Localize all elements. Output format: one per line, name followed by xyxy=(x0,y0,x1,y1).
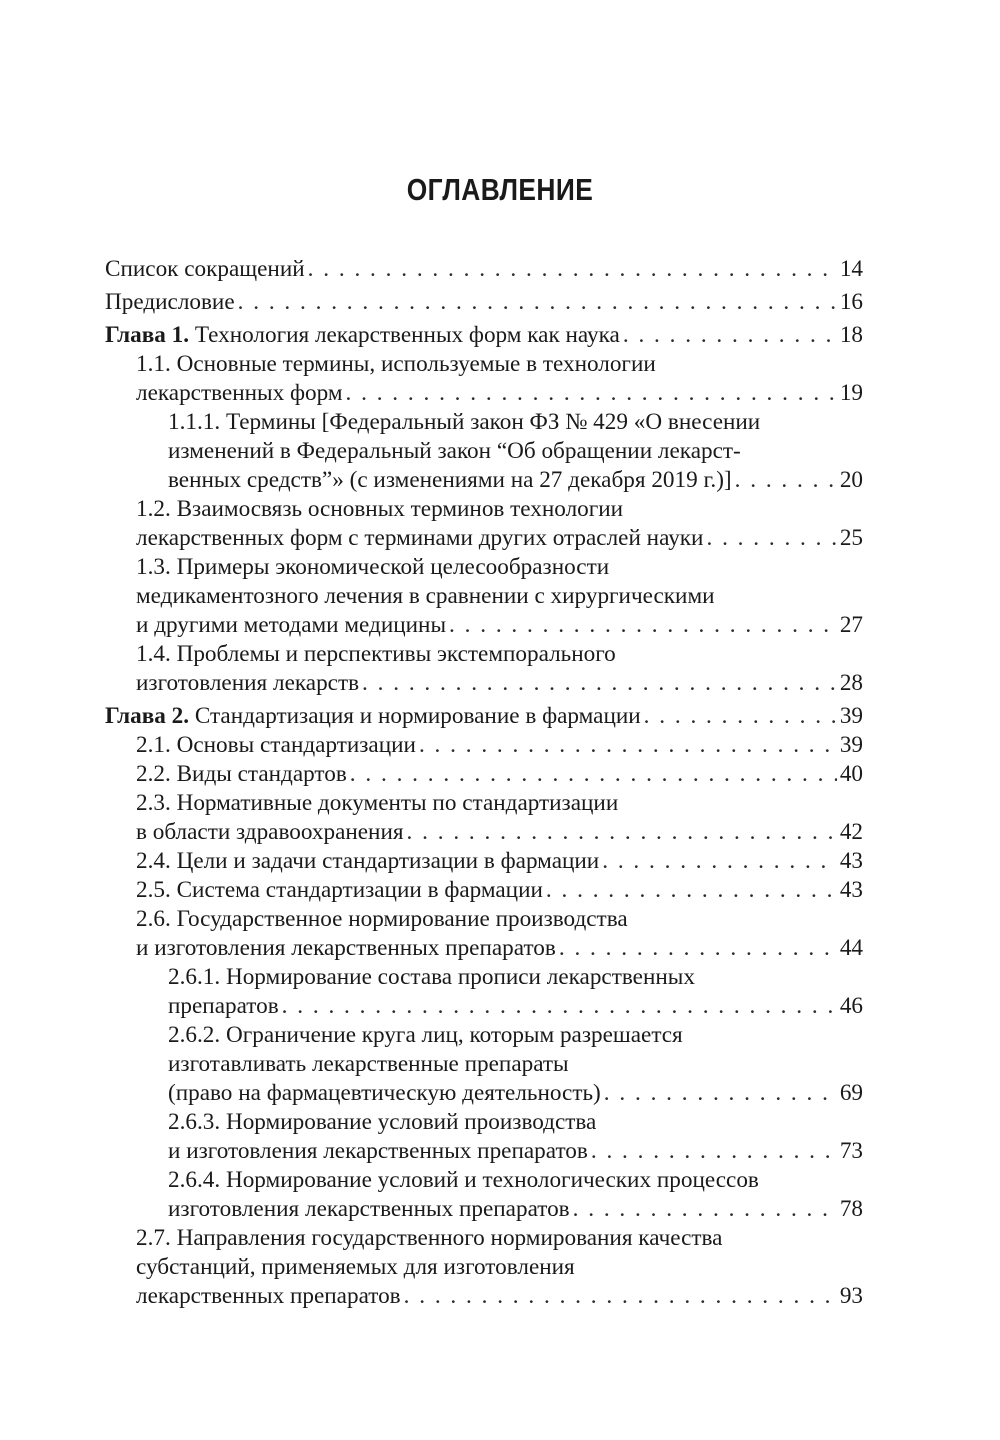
dot-leader xyxy=(623,321,837,350)
toc-entry[interactable] xyxy=(105,640,863,698)
toc-entry-text: и изготовления лекарственных препаратов xyxy=(136,935,556,961)
page-number: 93 xyxy=(839,1283,863,1309)
page-number: 27 xyxy=(839,612,863,638)
toc-entry-text: Предисловие xyxy=(105,289,235,315)
dot-leader xyxy=(573,1195,837,1224)
toc-entry-text: в области здравоохранения xyxy=(136,819,404,845)
toc-entry[interactable] xyxy=(105,288,863,317)
page-number: 44 xyxy=(839,935,863,961)
toc-entry[interactable] xyxy=(105,553,863,640)
toc-entry-line xyxy=(136,350,863,379)
page-number: 14 xyxy=(839,256,863,282)
toc-entry-text: 1.1. Основные термины, используемые в технологии xyxy=(136,351,656,377)
toc-entry[interactable] xyxy=(105,1021,863,1108)
toc-entry-text: 2.4. Цели и задачи стандартизации в фармации xyxy=(136,848,600,874)
toc-entry-line xyxy=(168,1137,863,1166)
page-number: 78 xyxy=(839,1196,863,1222)
toc-entry-line xyxy=(136,731,863,760)
dot-leader xyxy=(546,876,837,905)
toc-entry-text: Глава 2. Стандартизация и нормирование в фармации xyxy=(105,703,641,729)
toc-entry-text: 2.3. Нормативные документы по стандартизации xyxy=(136,790,619,816)
toc-entry-line xyxy=(168,1021,863,1050)
dot-leader xyxy=(282,992,837,1021)
toc-entry[interactable] xyxy=(105,905,863,963)
toc-entry-text: 1.2. Взаимосвязь основных терминов технологии xyxy=(136,496,624,522)
toc-entry-text: субстанций, применяемых для изготовления xyxy=(136,1254,575,1280)
page-number: 28 xyxy=(839,670,863,696)
toc-entry-line xyxy=(136,847,863,876)
toc-entry-line xyxy=(136,553,863,582)
dot-leader xyxy=(238,288,837,317)
toc-entry[interactable] xyxy=(105,1108,863,1166)
toc-entry[interactable] xyxy=(105,321,863,350)
toc-entry-line xyxy=(136,760,863,789)
toc-entry-line xyxy=(168,408,863,437)
page-number: 20 xyxy=(839,467,863,493)
toc-entry-text: лекарственных форм xyxy=(136,380,343,406)
toc-entry-text: и другими методами медицины xyxy=(136,612,447,638)
page-number: 69 xyxy=(839,1080,863,1106)
toc-entry[interactable] xyxy=(105,255,863,284)
page-title: ОГЛАВЛЕНИЕ xyxy=(406,172,594,207)
toc-entry-line xyxy=(136,789,863,818)
dot-leader xyxy=(735,466,837,495)
toc-entry-text: лекарственных препаратов xyxy=(136,1283,401,1309)
dot-leader xyxy=(591,1137,837,1166)
toc-entry-text: изготавливать лекарственные препараты xyxy=(168,1051,569,1077)
toc-entry[interactable] xyxy=(105,876,863,905)
page-number: 43 xyxy=(839,877,863,903)
dot-leader xyxy=(308,255,837,284)
toc-entry-line xyxy=(136,818,863,847)
toc-entry-text: 2.6. Государственное нормирование производства xyxy=(136,906,628,932)
chapter-label: Глава 1. xyxy=(105,322,190,348)
toc-entry-text: 2.6.1. Нормирование состава прописи лекарственных xyxy=(168,964,695,990)
toc-entry-text: изготовления лекарственных препаратов xyxy=(168,1196,570,1222)
toc-entry[interactable] xyxy=(105,1224,863,1311)
toc-entry[interactable] xyxy=(105,731,863,760)
dot-leader xyxy=(559,934,837,963)
dot-leader xyxy=(346,379,837,408)
dot-leader xyxy=(404,1282,837,1311)
toc-entry[interactable] xyxy=(105,495,863,553)
dot-leader xyxy=(602,847,837,876)
toc-entry-text: (право на фармацевтическую деятельность) xyxy=(168,1080,601,1106)
toc-entry-line xyxy=(136,379,863,408)
toc-entry-text: медикаментозного лечения в сравнении с хирургическими xyxy=(136,583,715,609)
dot-leader xyxy=(419,731,837,760)
toc-entry-text: 2.2. Виды стандартов xyxy=(136,761,347,787)
toc-entry-line xyxy=(136,934,863,963)
toc-entry-line xyxy=(105,288,863,317)
toc-entry-line xyxy=(136,495,863,524)
dot-leader xyxy=(350,760,837,789)
toc-entry-text: Глава 1. Технология лекарственных форм как наука xyxy=(105,322,620,348)
toc-entry-line xyxy=(168,1050,863,1079)
toc-entry-line xyxy=(136,669,863,698)
toc-entry-text: 1.4. Проблемы и перспективы экстемпорального xyxy=(136,641,616,667)
page-number: 43 xyxy=(839,848,863,874)
toc-entry-line xyxy=(136,876,863,905)
toc-entry-line xyxy=(168,963,863,992)
toc-entry-text: изменений в Федеральный закон “Об обращении лекарст- xyxy=(168,438,741,464)
page-number: 19 xyxy=(839,380,863,406)
page-number: 39 xyxy=(839,732,863,758)
toc-entry-text: препаратов xyxy=(168,993,279,1019)
toc-entry-line xyxy=(105,255,863,284)
toc-entry-line xyxy=(168,466,863,495)
toc-entry-text: 1.1.1. Термины [Федеральный закон ФЗ № 429 «О внесении xyxy=(168,409,761,435)
toc-entry[interactable] xyxy=(105,408,863,495)
toc-entry-text: 2.1. Основы стандартизации xyxy=(136,732,416,758)
toc-entry[interactable] xyxy=(105,760,863,789)
toc-entry-line xyxy=(168,437,863,466)
toc-entry-line xyxy=(105,321,863,350)
toc-entry-line xyxy=(136,1224,863,1253)
chapter-label: Глава 2. xyxy=(105,703,190,729)
toc-entry-line xyxy=(136,1282,863,1311)
toc-entry-text: венных средств”» (с изменениями на 27 декабря 2019 г.)] xyxy=(168,467,732,493)
toc-entry-text: 2.6.3. Нормирование условий производства xyxy=(168,1109,597,1135)
page-number: 39 xyxy=(839,703,863,729)
toc-entry-line xyxy=(168,1108,863,1137)
toc-entry-text: 2.7. Направления государственного нормирования качества xyxy=(136,1225,723,1251)
page-number: 16 xyxy=(839,289,863,315)
toc-entry[interactable] xyxy=(105,1166,863,1224)
dot-leader xyxy=(449,611,837,640)
toc-entry-text: Список сокращений xyxy=(105,256,305,282)
page-number: 40 xyxy=(839,761,863,787)
table-of-contents xyxy=(105,255,863,1311)
page-number: 42 xyxy=(839,819,863,845)
dot-leader xyxy=(706,524,836,553)
toc-entry[interactable] xyxy=(105,963,863,1021)
page-number: 18 xyxy=(839,322,863,348)
toc-entry-line xyxy=(105,702,863,731)
toc-entry-line xyxy=(136,611,863,640)
toc-entry-text: 2.6.2. Ограничение круга лиц, которым разрешается xyxy=(168,1022,683,1048)
dot-leader xyxy=(362,669,837,698)
toc-entry-text: 1.3. Примеры экономической целесообразности xyxy=(136,554,610,580)
toc-entry[interactable] xyxy=(105,789,863,847)
toc-entry-line xyxy=(168,1079,863,1108)
dot-leader xyxy=(644,702,837,731)
dot-leader xyxy=(407,818,837,847)
toc-entry-line xyxy=(136,640,863,669)
toc-entry-line xyxy=(136,1253,863,1282)
toc-entry-text: лекарственных форм с терминами других отраслей науки xyxy=(136,525,704,551)
toc-entry-line xyxy=(136,905,863,934)
dot-leader xyxy=(604,1079,837,1108)
toc-entry-line xyxy=(168,1195,863,1224)
toc-entry-line xyxy=(168,1166,863,1195)
toc-entry-line xyxy=(168,992,863,1021)
page-number: 25 xyxy=(839,525,863,551)
toc-entry-text: 2.5. Система стандартизации в фармации xyxy=(136,877,543,903)
page-number: 46 xyxy=(839,993,863,1019)
toc-entry-line xyxy=(136,582,863,611)
toc-entry-text: и изготовления лекарственных препаратов xyxy=(168,1138,588,1164)
toc-entry[interactable] xyxy=(105,702,863,731)
toc-entry[interactable] xyxy=(105,847,863,876)
toc-entry-text: 2.6.4. Нормирование условий и технологических процессов xyxy=(168,1167,759,1193)
toc-entry-text: изготовления лекарств xyxy=(136,670,360,696)
page-number: 73 xyxy=(839,1138,863,1164)
toc-entry[interactable] xyxy=(105,350,863,408)
toc-entry-line xyxy=(136,524,863,553)
